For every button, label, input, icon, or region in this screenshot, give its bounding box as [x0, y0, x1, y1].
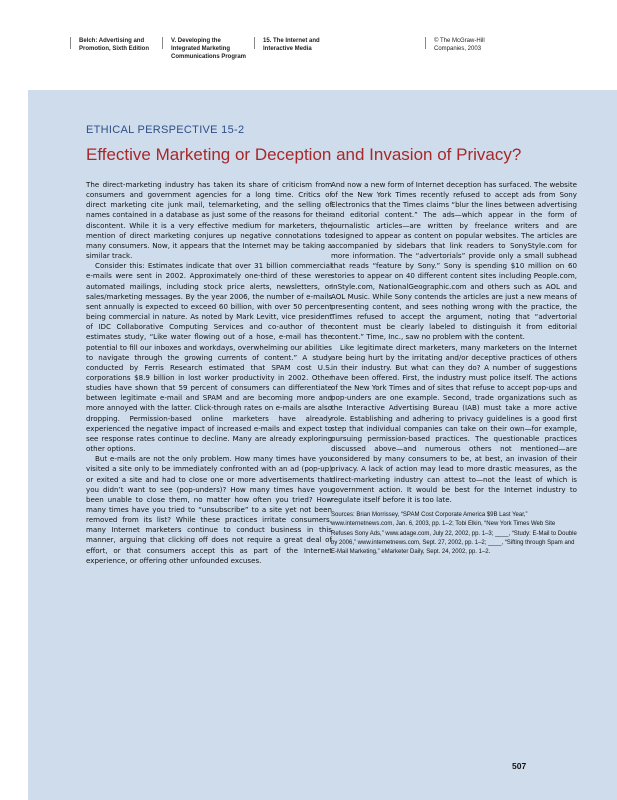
paragraph: Like legitimate direct marketers, many marketers on the Internet are being hurt by the irritating and/or deceptive practices of others in their industry. But what can they do? A number of suggestions have been offered. First, the industry must police itself. The actions of the New York Times and of sites that refuse to accept pop-ups and pop-unders are one example. Second, trade organizations such as the Interactive Advertising Bureau (IAB) must take a more active role. Establishing and adhering to privacy guidelines is a good first step that individual companies can take on their own—for example, pursuing permission-based practices. The questionable practices discussed above—and numerous others not mentioned—are considered by many consumers to be, at best, an invasion of their privacy. A lack of action may lead to more drastic measures, as the direct-marketing industry can attest to—not the least of which is government action. It would be best for the Internet industry to regulate itself before it is too late.: [331, 342, 577, 504]
feature-title: Effective Marketing or Deception and Invasion of Privacy?: [86, 145, 522, 164]
left-column: [86, 180, 332, 566]
header-copyright: © The McGraw-Hill Companies, 2003: [425, 37, 534, 49]
right-column: [331, 180, 577, 557]
feature-kicker: ETHICAL PERSPECTIVE 15-2: [86, 124, 245, 136]
paragraph: But e-mails are not the only problem. How many times have you visited a site only to be immediately confronted with an ad (pop-up) or exited a site and had to close one or more advertisements that you didn’t want to see (pop-unders)? How many times have you been unable to close them, no matter how often you tried? How many times have you tried to “unsubscribe” to a site yet not been removed from its list? While these practices irritate consumers, many Internet marketers continue to conduct business in this manner, arguing that clicking off does not require a great deal of effort, or that consumers accept this as part of the Internet experience, or offering other unfounded excuses.: [86, 454, 332, 565]
paragraph: And now a new form of Internet deception has surfaced. The website of the New York Times recently refused to accept ads from Sony Electronics that the Times claims “blur the lines between advertising and editorial content.” The ads—which appear in the form of journalistic articles—are written by freelance writers and are designed to appear as content on popular websites. The articles are accompanied by sidebars that link readers to SonyStyle.com for more information. The “advertorials” provide only a small subhead that reads “feature by Sony.” Sony is spending $10 million on 60 stories to appear on 40 different content sites including People.com, InStyle.com, NationalGeographic.com and others such as AOL and AOL Music. While Sony contends the articles are just a new means of presenting content, and sees nothing wrong with the practice, the Times refused to accept the argument, noting that “advertorial content must be clearly labeled to distinguish it from editorial content.” Time, Inc., saw no problem with the content.: [331, 180, 577, 342]
header-chapter-title: 15. The Internet and Interactive Media: [254, 37, 413, 49]
running-header: [70, 37, 535, 87]
page-number: 507: [512, 761, 527, 771]
paragraph: The direct-marketing industry has taken its share of criticism from consumers and government agencies for a long time. Critics of direct marketing cite junk mail, telemarketing, and the selling of names contained in a database as just some of the reasons for their discontent. While it is a very effective medium for marketers, the mention of direct marketing conjures up negative connotations to many consumers. Now, it appears that the Internet may be taking a similar track.: [86, 180, 332, 261]
header-part-title: V. Developing the Integrated Marketing Communications Program: [162, 37, 251, 49]
sources-note: Sources: Brian Morrissey, “SPAM Cost Corporate America $9B Last Year,” www.internetnews.com, Jan. 6, 2003, pp. 1–2; Tobi Elkin, “New York Times Web Site Refuses Sony Ads,” www.adage.com, July 22, 2002, pp. 1–3; ____, “Study: E-Mail to Double by 2006,” www.internetnews.com, Sept. 27, 2002, pp. 1–2; ____, “Sifting through Spam and E-Mail Marketing,” eMarketer Daily, Sept. 24, 2002, pp. 1–2.: [331, 512, 577, 556]
paragraph: Consider this: Estimates indicate that over 31 billion commercial e-mails were sent in 2002. Approximately one-third of these were automated mailings, including stock price alerts, newsletters, or sales/marketing messages. By the year 2006, the number of e-mails sent annually is expected to exceed 60 billion, with over 50 percent being commercial in nature. As noted by Mark Levitt, vice president of IDC Collaborative Computing Services and co-author of the estimates study, “Like water flowing out of a hose, e-mail has the potential to fill our inboxes and workdays, overwhelming our abilities to navigate through the growing currents of content.” A study conducted by Ferris Research estimated that SPAM cost U.S. corporations $8.9 billion in lost worker productivity in 2002. Other studies have shown that 59 percent of consumers can differentiate between legitimate e-mail and SPAM and are becoming more and more annoyed with the latter. Click-through rates on e-mails are also dropping. Permission-based online marketers have already experienced the negative impact of increased e-mails and expect to see response rates continue to decline. Many are already exploring other options.: [86, 261, 332, 454]
header-book-title: Belch: Advertising and Promotion, Sixth Edition: [70, 37, 159, 49]
